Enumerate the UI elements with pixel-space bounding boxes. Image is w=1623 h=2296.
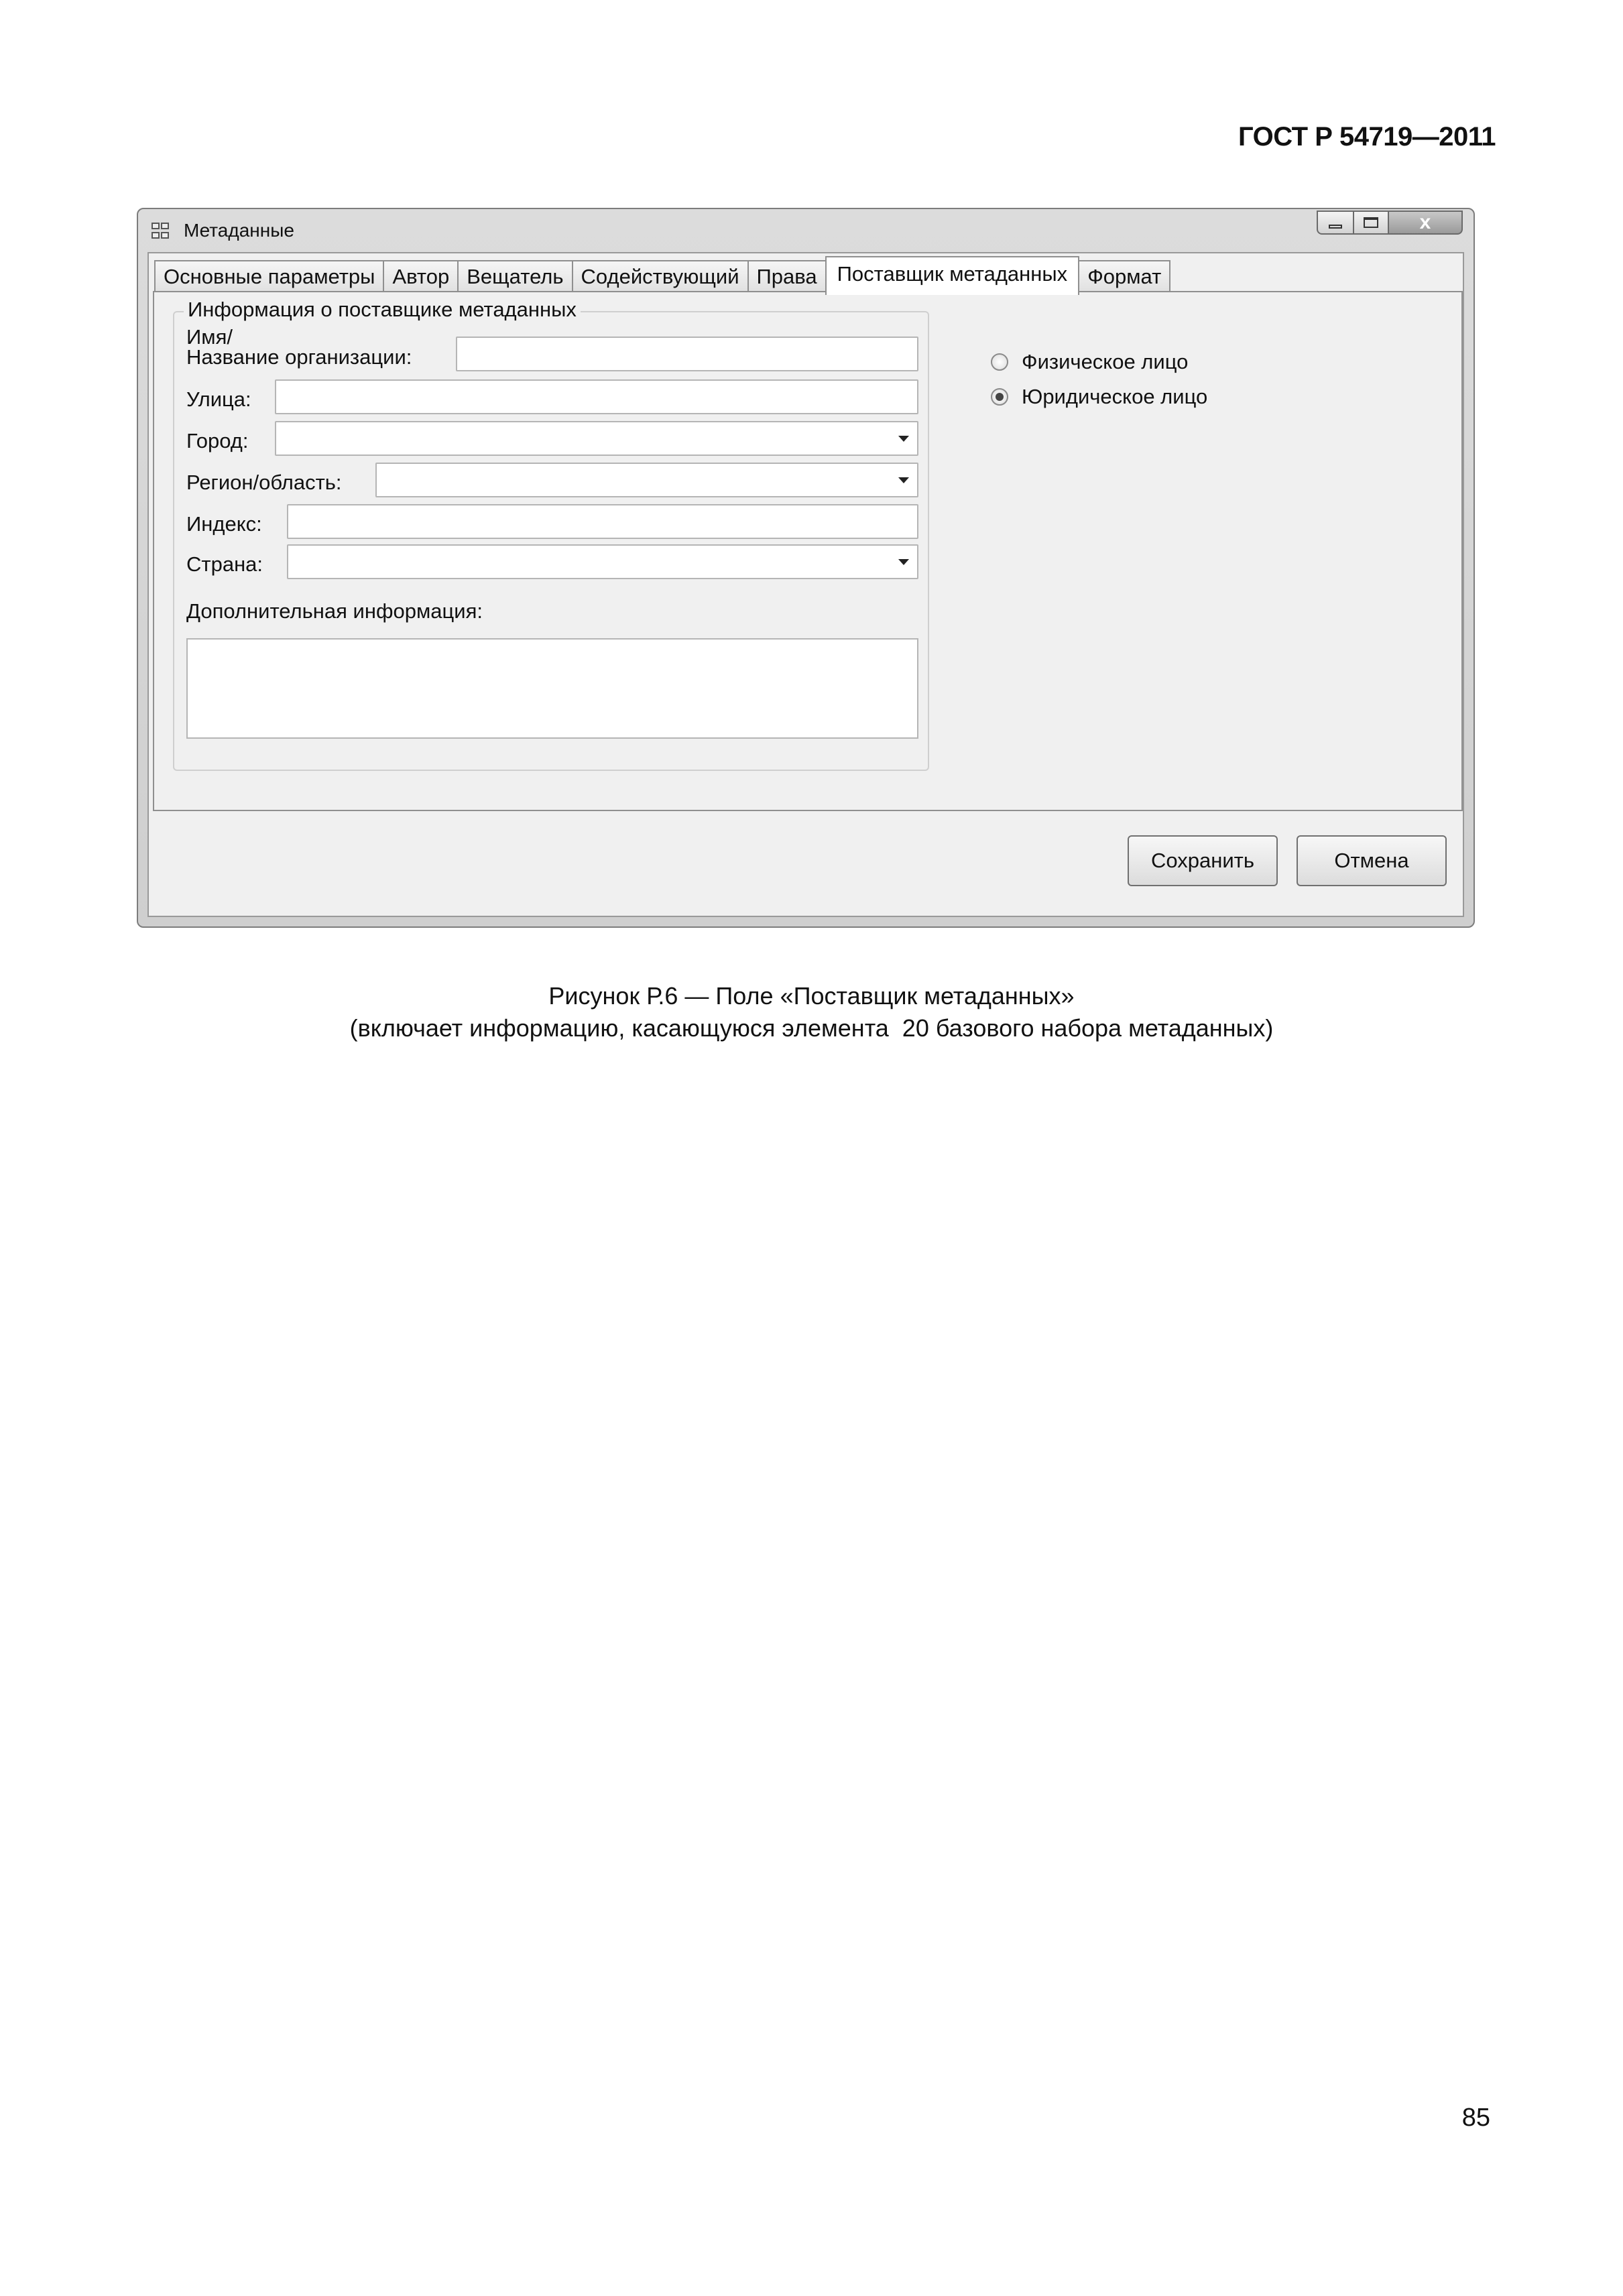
tab-main-parameters[interactable]: Основные параметры bbox=[154, 260, 384, 292]
street-label: Улица: bbox=[186, 387, 251, 411]
maximize-button[interactable] bbox=[1354, 210, 1389, 235]
tab-rights[interactable]: Права bbox=[747, 260, 827, 292]
index-label: Индекс: bbox=[186, 512, 262, 536]
name-label-line1: Имя/ bbox=[186, 325, 233, 349]
radio-individual[interactable] bbox=[991, 350, 1188, 374]
tab-metadata-provider[interactable]: Поставщик метаданных bbox=[825, 256, 1080, 295]
radio-individual-circle[interactable] bbox=[991, 353, 1008, 371]
app-icon bbox=[152, 223, 172, 241]
cancel-button[interactable]: Отмена bbox=[1297, 835, 1447, 886]
radio-legal-entity-label: Юридическое лицо bbox=[1022, 385, 1208, 408]
provider-info-group bbox=[173, 298, 929, 771]
chevron-down-icon bbox=[898, 436, 909, 442]
caption-line-2: (включает информацию, касающуюся элемента 20 базового набора метаданных) bbox=[349, 1014, 1274, 1042]
caption-line-1: Рисунок Р.6 — Поле «Поставщик метаданных» bbox=[548, 982, 1075, 1010]
city-label: Город: bbox=[186, 429, 249, 452]
tab-strip bbox=[154, 257, 1169, 292]
tab-panel-metadata-provider bbox=[153, 291, 1463, 811]
name-label-line2: Название организации: bbox=[186, 345, 412, 369]
radio-legal-entity-circle[interactable] bbox=[991, 388, 1008, 406]
save-button[interactable]: Сохранить bbox=[1128, 835, 1278, 886]
street-input[interactable] bbox=[275, 379, 918, 414]
radio-individual-label: Физическое лицо bbox=[1022, 350, 1189, 373]
region-label: Регион/область: bbox=[186, 471, 342, 494]
maximize-icon bbox=[1364, 217, 1378, 228]
window-controls bbox=[1317, 210, 1463, 235]
country-dropdown[interactable] bbox=[287, 544, 918, 579]
extra-info-label: Дополнительная информация: bbox=[186, 599, 483, 623]
page-number: 85 bbox=[1461, 2104, 1490, 2132]
metadata-window bbox=[137, 208, 1475, 928]
name-input[interactable] bbox=[456, 337, 918, 371]
close-button[interactable] bbox=[1389, 210, 1463, 235]
radio-legal-entity[interactable] bbox=[991, 385, 1207, 409]
extra-info-textarea[interactable] bbox=[186, 638, 918, 739]
minimize-icon bbox=[1329, 225, 1342, 229]
city-dropdown[interactable] bbox=[275, 421, 918, 456]
window-client-area bbox=[147, 252, 1464, 917]
minimize-button[interactable] bbox=[1317, 210, 1354, 235]
tab-format[interactable]: Формат bbox=[1078, 260, 1170, 292]
figure-caption bbox=[0, 980, 1623, 1044]
region-dropdown[interactable] bbox=[375, 463, 918, 497]
group-title: Информация о поставщике метаданных bbox=[184, 298, 581, 322]
tab-broadcaster[interactable]: Вещатель bbox=[457, 260, 573, 292]
chevron-down-icon bbox=[898, 477, 909, 483]
document-code: ГОСТ Р 54719—2011 bbox=[1238, 122, 1496, 152]
tab-author[interactable]: Автор bbox=[383, 260, 459, 292]
tab-contributor[interactable]: Содействующий bbox=[572, 260, 749, 292]
close-icon: x bbox=[1419, 211, 1431, 233]
chevron-down-icon bbox=[898, 559, 909, 565]
window-titlebar[interactable] bbox=[138, 209, 1474, 253]
country-label: Страна: bbox=[186, 552, 263, 576]
window-title: Метаданные bbox=[184, 220, 294, 241]
index-input[interactable] bbox=[287, 504, 918, 539]
